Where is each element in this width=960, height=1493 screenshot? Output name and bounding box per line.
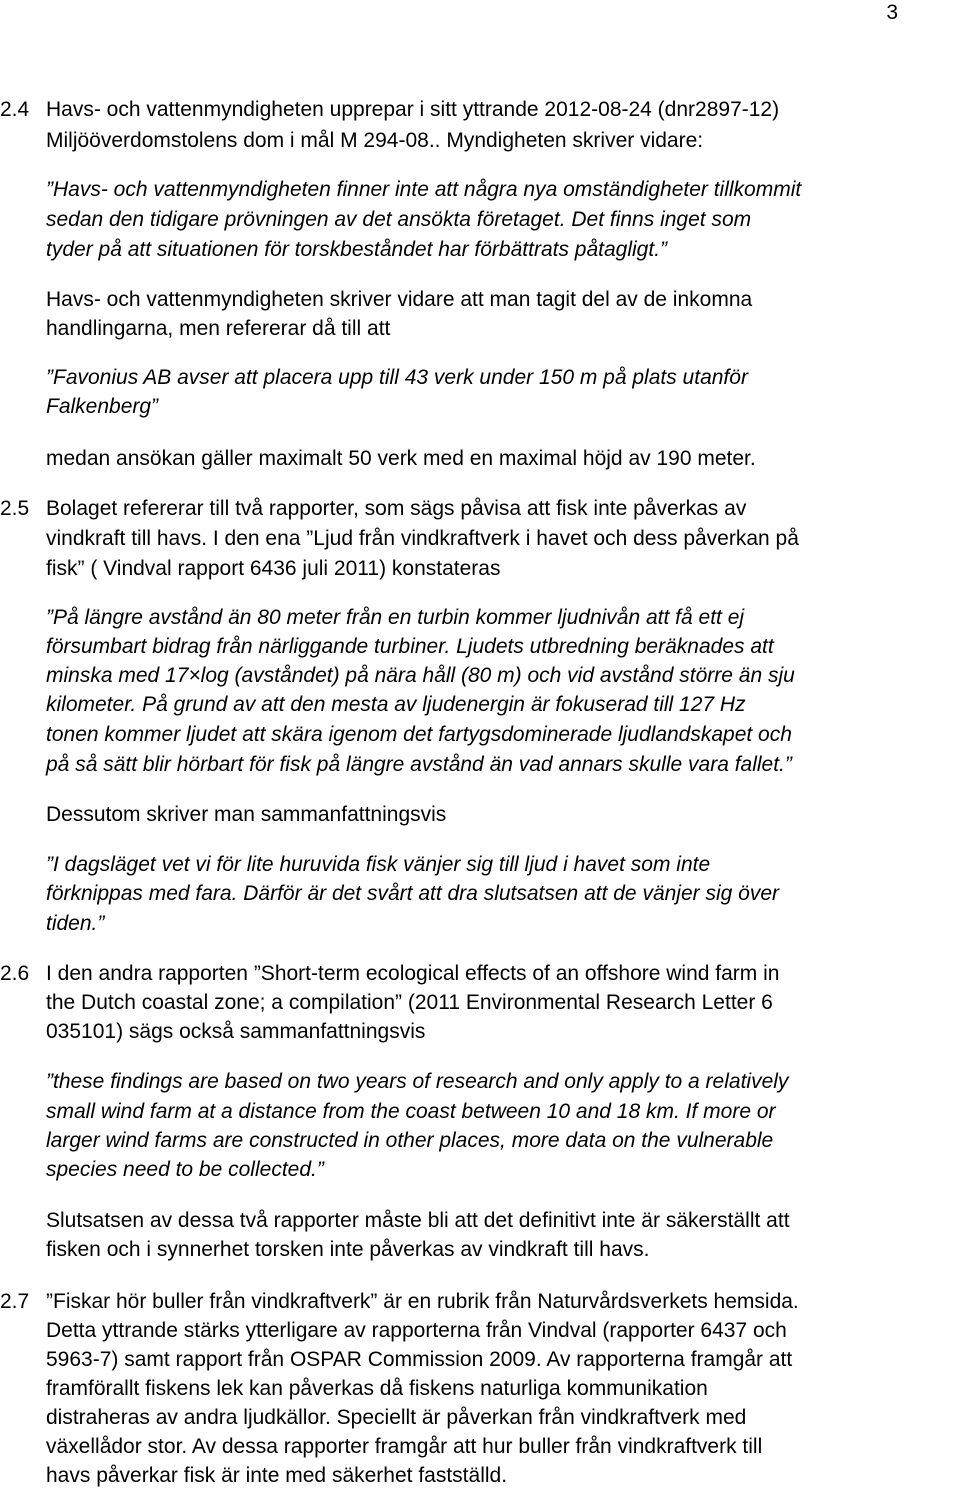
quote-line: Falkenberg” [46, 395, 159, 418]
paragraph-line: framförallt fiskens lek kan påverkas då fiskens naturliga kommunikation [46, 1377, 708, 1400]
paragraph-line [0, 95, 779, 124]
paragraph-text: I den andra rapporten ”Short-term ecological effects of an offshore wind farm in [46, 962, 780, 985]
paragraph-line [0, 494, 746, 523]
paragraph-line [0, 1287, 799, 1316]
paragraph-text: ”Fiskar hör buller från vindkraftverk” är en rubrik från Naturvårdsverkets hemsida. [46, 1290, 799, 1313]
paragraph-line: medan ansökan gäller maximalt 50 verk med en maximal höjd av 190 meter. [46, 447, 756, 470]
paragraph-line: fisken och i synnerhet torsken inte påverkas av vindkraft till havs. [46, 1238, 650, 1261]
quote-line: species need to be collected.” [46, 1158, 324, 1181]
paragraph-line: vindkraft till havs. I den ena ”Ljud från vindkraftverk i havet och dess påverkan på [46, 527, 799, 550]
quote-line: sedan den tidigare prövningen av det ansökta företaget. Det finns inget som [46, 208, 752, 231]
paragraph-line: distraheras av andra ljudkällor. Speciellt är påverkan från vindkraftverk med [46, 1406, 747, 1429]
paragraph-line: växellådor stor. Av dessa rapporter framgår att hur buller från vindkraftverk till [46, 1435, 763, 1458]
paragraph-line: 035101) sägs också sammanfattningsvis [46, 1020, 426, 1043]
paragraph-line: Havs- och vattenmyndigheten skriver vidare att man tagit del av de inkomna [46, 288, 753, 311]
paragraph-text: Havs- och vattenmyndigheten upprepar i sitt yttrande 2012-08-24 (dnr2897-12) [46, 98, 780, 121]
paragraph-line: Dessutom skriver man sammanfattningsvis [46, 803, 447, 826]
quote-line: kilometer. På grund av att den mesta av ljudenergin är fokuserad till 127 Hz [46, 693, 746, 716]
paragraph-line: 5963-7) samt rapport från OSPAR Commission 2009. Av rapporterna framgår att [46, 1348, 793, 1371]
quote-line: förknippas med fara. Därför är det svårt att dra slutsatsen att de vänjer sig över [46, 882, 780, 905]
section-number: 2.4 [0, 98, 30, 121]
quote-line: tonen kommer ljudet att skära igenom det fartygsdominerade ljudlandskapet och [46, 723, 792, 746]
section-number: 2.5 [0, 497, 30, 520]
paragraph-line: handlingarna, men refererar då till att [46, 317, 391, 340]
quote-line: ”these findings are based on two years of research and only apply to a relatively [46, 1070, 789, 1093]
quote-line: larger wind farms are constructed in other places, more data on the vulnerable [46, 1129, 774, 1152]
quote-line: på så sätt blir hörbart för fisk på längre avstånd än vad annars skulle vara fallet.” [46, 753, 792, 776]
quote-line: tyder på att situationen för torskbeståndet har förbättrats påtagligt.” [46, 238, 668, 261]
paragraph-line: Detta yttrande stärks ytterligare av rapporterna från Vindval (rapporter 6437 och [46, 1319, 787, 1342]
paragraph-line: fisk” ( Vindval rapport 6436 juli 2011) konstateras [46, 557, 501, 580]
quote-line: ”Favonius AB avser att placera upp till 43 verk under 150 m på plats utanför [46, 366, 748, 389]
paragraph-text: Bolaget refererar till två rapporter, som sägs påvisa att fisk inte påverkas av [46, 497, 747, 520]
quote-line: ”På längre avstånd än 80 meter från en turbin kommer ljudnivån att få ett ej [46, 606, 745, 629]
paragraph-line: the Dutch coastal zone; a compilation” (2011 Environmental Research Letter 6 [46, 991, 773, 1014]
quote-line: försumbart bidrag från närliggande turbiner. Ljudets utbredning beräknades att [46, 635, 774, 658]
quote-line: ”I dagsläget vet vi för lite huruvida fisk vänjer sig till ljud i havet som inte [46, 853, 711, 876]
paragraph-line: Miljööverdomstolens dom i mål M 294-08.. Myndigheten skriver vidare: [46, 129, 704, 152]
paragraph-line: Slutsatsen av dessa två rapporter måste bli att det definitivt inte är säkerställt att [46, 1209, 790, 1232]
paragraph-line [0, 959, 779, 988]
quote-line: tiden.” [46, 912, 105, 935]
quote-line: minska med 17×log (avståndet) på nära håll (80 m) och vid avstånd större än sju [46, 664, 795, 687]
quote-line: small wind farm at a distance from the coast between 10 and 18 km. If more or [46, 1100, 776, 1123]
page-number: 3 [886, 1, 898, 24]
section-number: 2.6 [0, 962, 30, 985]
quote-line: ”Havs- och vattenmyndigheten finner inte att några nya omständigheter tillkommit [46, 178, 802, 201]
paragraph-line: havs påverkar fisk är inte med säkerhet fastställd. [46, 1464, 508, 1487]
section-number: 2.7 [0, 1290, 30, 1313]
